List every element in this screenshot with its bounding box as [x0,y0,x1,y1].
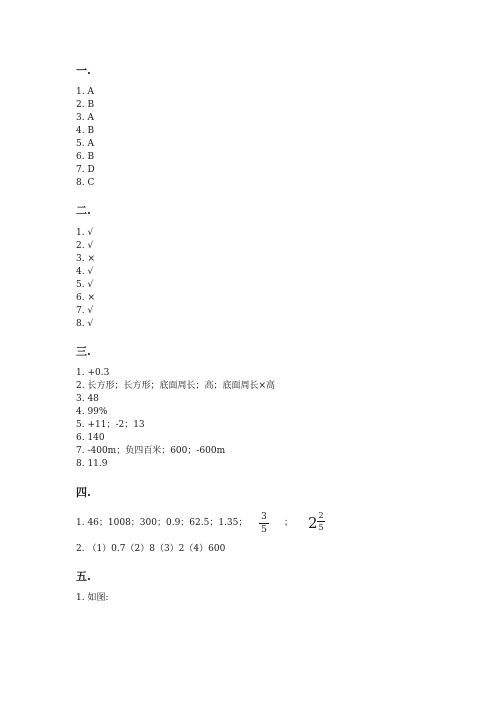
mixed-number [308,511,328,538]
section-1-item: 8. C [76,178,95,188]
section-2-item: 3. × [76,254,95,264]
section-2-heading: 二. [76,204,91,217]
section-5-item-1: 1. 如图: [76,593,109,603]
section-3-item: 7. -400m；负四百米；600；-600m [76,446,226,456]
fraction-bar [259,523,269,524]
mixed-fraction [317,511,325,532]
mixed-denominator: 5 [318,523,324,532]
mixed-whole: 2 [308,514,318,532]
section-1-item: 2. B [76,100,95,110]
section-1-item: 4. B [76,126,95,136]
section-3-item: 1. +0.3 [76,368,110,378]
section-4-item-1-text: 1. 46；1008；300；0.9；62.5；1.35； [76,518,248,528]
section-5-heading: 五. [76,570,91,583]
section-1-heading: 一. [76,64,91,77]
section-3-item: 8. 11.9 [76,459,108,469]
section-3-item: 4. 99% [76,407,108,417]
mixed-numerator: 2 [318,511,324,520]
section-4-item-2: 2. （1）0.7（2）8（3）2（4）600 [76,544,226,554]
section-1-item: 7. D [76,165,95,175]
fraction-numerator: 3 [261,512,267,522]
section-2-item: 1. √ [76,228,94,238]
section-1-item: 1. A [76,87,94,97]
section-2-item: 4. √ [76,267,94,277]
section-3-item: 2. 长方形；长方形；底面周长；高；底面周长×高 [76,381,275,391]
section-4-heading: 四. [76,486,91,499]
section-3-item: 6. 140 [76,433,105,443]
fraction-three-fifths [259,512,269,535]
fraction-bar [317,521,325,522]
section-2-item: 6. × [76,293,95,303]
section-1-item: 5. A [76,139,94,149]
section-2-item: 8. √ [76,319,94,329]
section-3-item: 5. +11；-2；13 [76,420,145,430]
fraction-denominator: 5 [261,525,267,535]
section-1-item: 6. B [76,152,95,162]
section-3-item: 3. 48 [76,394,99,404]
section-2-item: 2. √ [76,241,94,251]
separator: ； [284,518,294,528]
section-2-item: 5. √ [76,280,94,290]
section-3-heading: 三. [76,345,91,358]
section-2-item: 7. √ [76,306,94,316]
section-1-item: 3. A [76,113,94,123]
